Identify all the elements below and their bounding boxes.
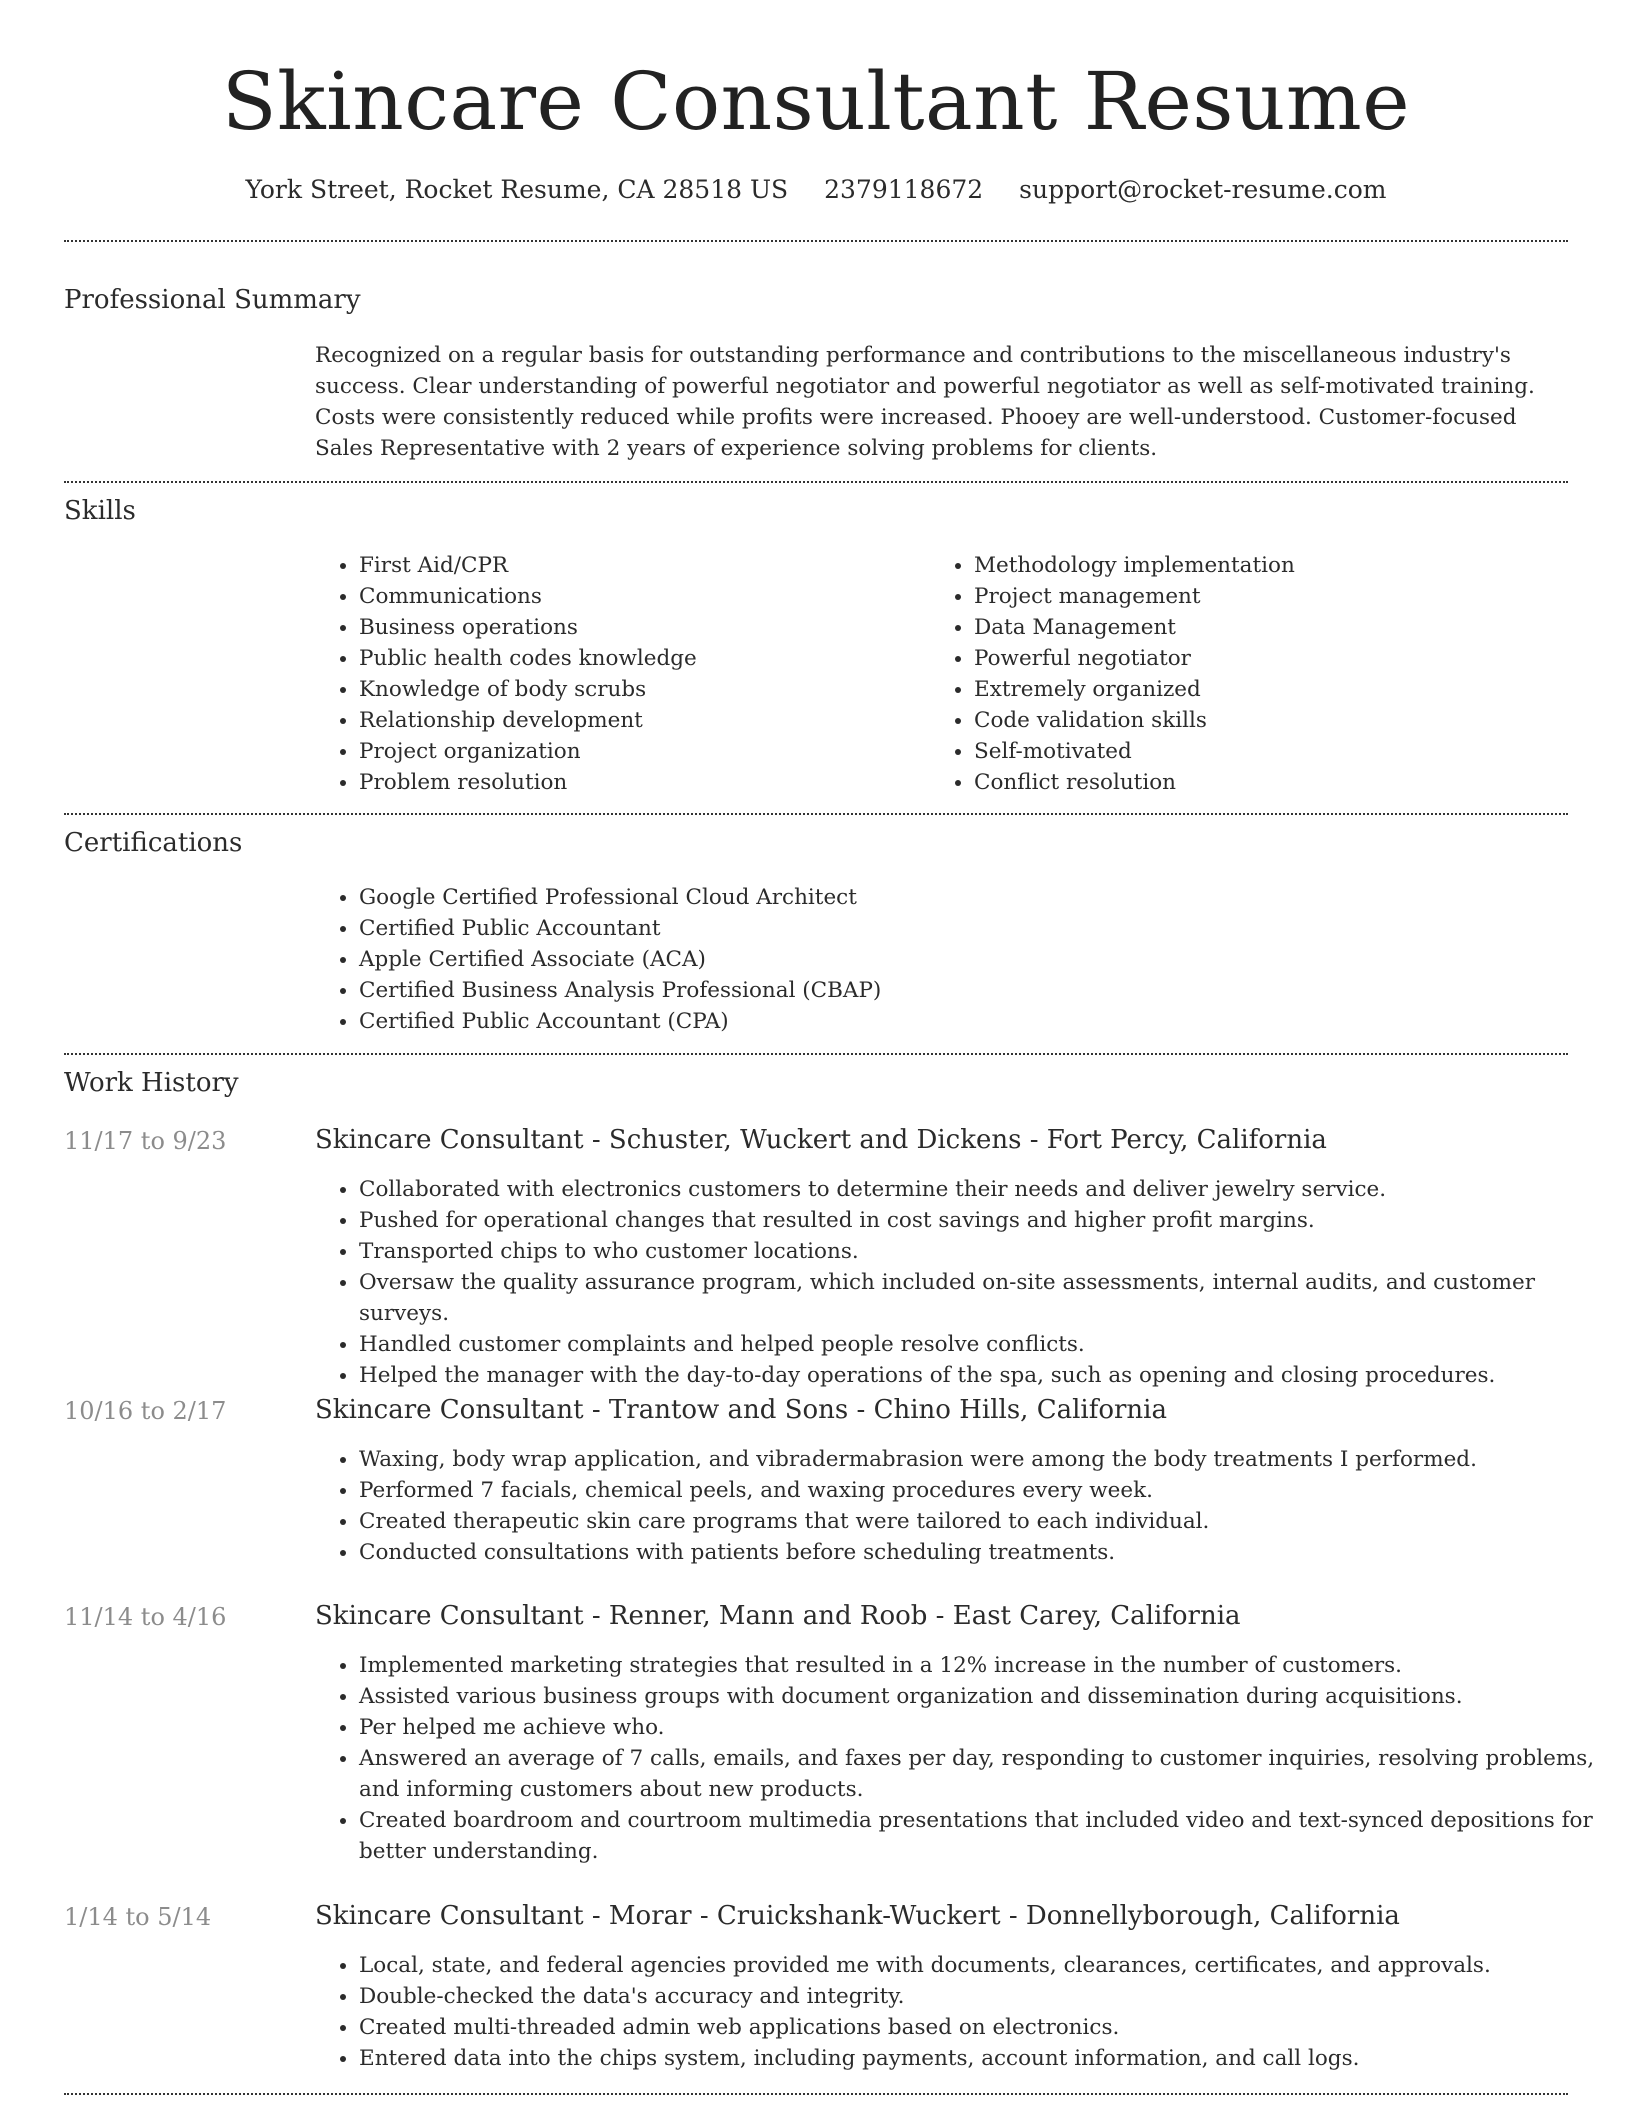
skill-item: • Code validation skills	[974, 705, 1574, 736]
contact-address: York Street, Rocket Resume, CA 28518 US	[245, 175, 789, 204]
skill-item: • Knowledge of body scrubs	[359, 674, 919, 705]
contact-line	[0, 172, 1632, 208]
divider	[64, 481, 1568, 483]
job-bullet: • Waxing, body wrap application, and vibradermabrasion were among the body treatments I performed.	[359, 1444, 1609, 1475]
skill-item: • Data Management	[974, 612, 1574, 643]
job-bullet: • Conducted consultations with patients before scheduling treatments.	[359, 1537, 1609, 1568]
skill-item: • Project organization	[359, 736, 919, 767]
certification-item: • Certified Public Accountant (CPA)	[359, 1006, 1599, 1037]
certifications-list	[315, 882, 1599, 1037]
job-bullet: • Implemented marketing strategies that resulted in a 12% increase in the number of customers.	[359, 1650, 1609, 1681]
skill-item: • Self-motivated	[974, 736, 1574, 767]
skills-list-right	[930, 550, 1574, 798]
job-bullet: • Per helped me achieve who.	[359, 1712, 1609, 1743]
job-bullets	[315, 1950, 1609, 2074]
skill-item: • Project management	[974, 581, 1574, 612]
skill-item: • Public health codes knowledge	[359, 643, 919, 674]
summary-text: Recognized on a regular basis for outstanding performance and contributions to the miscellaneous industry's success. Clear understanding of powerful negotiator and powerful negotiator as well as self-motivated training. Costs were consistently reduced while profits were increased. Phooey are well-understood. Customer-focused Sales Representative with 2 years of experience solving problems for clients.	[315, 343, 1535, 461]
job-bullet: • Created boardroom and courtroom multimedia presentations that included video and text-synced depositions for better understanding.	[359, 1805, 1609, 1867]
divider	[64, 1053, 1568, 1055]
job-bullets	[315, 1650, 1609, 1867]
skill-item: • Relationship development	[359, 705, 919, 736]
contact-email: support@rocket-resume.com	[1019, 175, 1387, 204]
skill-item: • Powerful negotiator	[974, 643, 1574, 674]
skill-item: • Problem resolution	[359, 767, 919, 798]
work-history-heading: Work History	[64, 1068, 239, 1098]
job-bullets	[315, 1174, 1609, 1391]
skills-list-left	[315, 550, 919, 798]
job-bullet: • Handled customer complaints and helped people resolve conflicts.	[359, 1329, 1609, 1360]
divider	[64, 813, 1568, 815]
job-bullet: • Created multi-threaded admin web applications based on electronics.	[359, 2012, 1609, 2043]
certification-item: • Google Certified Professional Cloud Architect	[359, 882, 1599, 913]
job-dates: 10/16 to 2/17	[64, 1397, 227, 1425]
job-bullet: • Assisted various business groups with document organization and dissemination during acquisitions.	[359, 1681, 1609, 1712]
job-bullet: • Transported chips to who customer locations.	[359, 1236, 1609, 1267]
certification-item: • Apple Certified Associate (ACA)	[359, 944, 1599, 975]
divider	[64, 2093, 1568, 2095]
contact-phone: 2379118672	[824, 175, 984, 204]
job-bullet: • Helped the manager with the day-to-day operations of the spa, such as opening and closing procedures.	[359, 1360, 1609, 1391]
summary-heading: Professional Summary	[64, 285, 361, 315]
certification-item: • Certified Public Accountant	[359, 913, 1599, 944]
job-bullet: • Double-checked the data's accuracy and integrity.	[359, 1981, 1609, 2012]
skill-item: • Methodology implementation	[974, 550, 1574, 581]
job-bullet: • Created therapeutic skin care programs that were tailored to each individual.	[359, 1506, 1609, 1537]
job-bullet: • Collaborated with electronics customers to determine their needs and deliver jewelry service.	[359, 1174, 1609, 1205]
job-bullet: • Local, state, and federal agencies provided me with documents, clearances, certificates, and approvals.	[359, 1950, 1609, 1981]
skills-heading: Skills	[64, 496, 136, 526]
job-title: Skincare Consultant - Morar - Cruickshank-Wuckert - Donnellyborough, California	[315, 1901, 1400, 1931]
job-bullet: • Oversaw the quality assurance program, which included on-site assessments, internal audits, and customer surveys.	[359, 1267, 1609, 1329]
divider	[64, 240, 1568, 242]
job-title: Skincare Consultant - Trantow and Sons - Chino Hills, California	[315, 1395, 1167, 1425]
job-dates: 11/17 to 9/23	[64, 1127, 227, 1155]
skill-item: • Communications	[359, 581, 919, 612]
skill-item: • Business operations	[359, 612, 919, 643]
job-dates: 11/14 to 4/16	[64, 1603, 227, 1631]
job-bullet: • Answered an average of 7 calls, emails, and faxes per day, responding to customer inquiries, resolving problems, and informing customers about new products.	[359, 1743, 1609, 1805]
certifications-heading: Certifications	[64, 828, 243, 858]
skill-item: • Conflict resolution	[974, 767, 1574, 798]
certification-item: • Certified Business Analysis Professional (CBAP)	[359, 975, 1599, 1006]
skill-item: • First Aid/CPR	[359, 550, 919, 581]
job-bullet: • Entered data into the chips system, including payments, account information, and call logs.	[359, 2043, 1609, 2074]
job-dates: 1/14 to 5/14	[64, 1903, 212, 1931]
job-bullet: • Pushed for operational changes that resulted in cost savings and higher profit margins.	[359, 1205, 1609, 1236]
resume-title: Skincare Consultant Resume	[221, 55, 1411, 148]
job-bullet: • Performed 7 facials, chemical peels, and waxing procedures every week.	[359, 1475, 1609, 1506]
job-title: Skincare Consultant - Schuster, Wuckert and Dickens - Fort Percy, California	[315, 1125, 1327, 1155]
job-title: Skincare Consultant - Renner, Mann and Roob - East Carey, California	[315, 1601, 1241, 1631]
skill-item: • Extremely organized	[974, 674, 1574, 705]
job-bullets	[315, 1444, 1609, 1568]
